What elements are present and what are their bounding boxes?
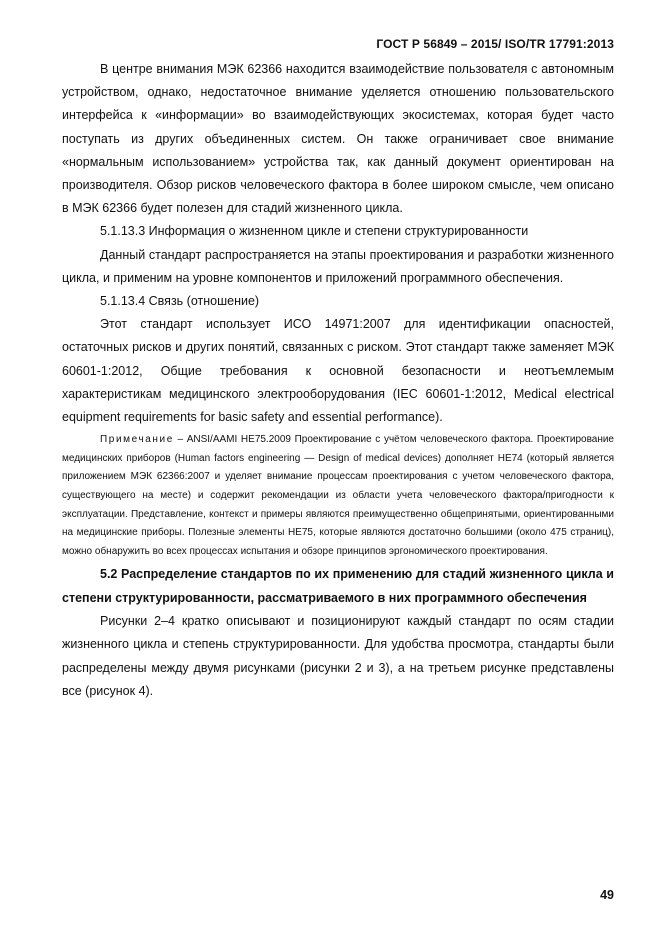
paragraph-scope: Данный стандарт распространяется на этапы проектирования и разработки жизненного цикла, и применим на уровне компонентов и приложений программного обеспечения. [62,247,614,285]
subsection-heading-5-1-13-4: 5.1.13.4 Связь (отношение) [100,294,260,309]
document-header: ГОСТ Р 56849 – 2015/ ISO/TR 17791:2013 [376,37,614,51]
subsection-heading-5-1-13-3: 5.1.13.3 Информация о жизненном цикле и степени структурированности [100,224,529,239]
page-body [62,58,614,703]
note-text: – ANSI/AAMI HE75.2009 Проектирование с учётом человеческого фактора. Проектирование медицинских приборов (Human factors engineering — Design of medical devices) дополняет HE74 (который является приложением МЭК 62366:2007 и уделяет внимание процессам проектирования с учетом человеческого фактора, существующего на месте) и содержит рекомендации из области учета человеческого фактора/пригодности к эксплуатации. Представление, контекст и примеры являются преимущественно общепринятыми, ориентированными на медицинские приборы. Полезные элементы HE75, которые являются достаточно большими (около 475 страниц), можно обнаружить во всех процессах испытания и обзоре принципов эргономического проектирования. [62,434,614,557]
paragraph-relationship: Этот стандарт использует ИСО 14971:2007 для идентификации опасностей, остаточных рисков и других понятий, связанных с риском. Этот стандарт также заменяет МЭК 60601-1:2012, Общие требования к основной безопасности и неотъемлемым характеристикам медицинского электрооборудования (IEC 60601-1:2012, Medical electrical equipment requirements for basic safety and essential performance). [62,317,614,425]
note-label: Примечание [100,434,174,446]
section-heading-5-2: 5.2 Распределение стандартов по их применению для стадий жизненного цикла и степени структурированности, рассматриваемого в них программного обеспечения [62,567,614,605]
paragraph-figures-overview: Рисунки 2–4 кратко описывают и позиционируют каждый стандарт по осям стадии жизненного цикла и степень структурированности. Для удобства просмотра, стандарты были распределены между двумя рисунками (рисунки 2 и 3), а на третьем рисунке представлены все (рисунок 4). [62,614,614,698]
page-number: 49 [600,888,614,902]
note-block [62,431,614,561]
paragraph-iec-62366-focus: В центре внимания МЭК 62366 находится взаимодействие пользователя с автономным устройством, однако, недостаточное внимание уделяется отношению пользовательского интерфейса к «информации» во взаимодействующих экосистемах, которая будет часто поступать из других объединенных систем. Он также ограничивает свое внимание «нормальным использованием» устройства так, как данный документ ориентирован на производителя. Обзор рисков человеческого фактора в более широком смысле, чем описано в МЭК 62366 будет полезен для стадий жизненного цикла. [62,62,614,216]
